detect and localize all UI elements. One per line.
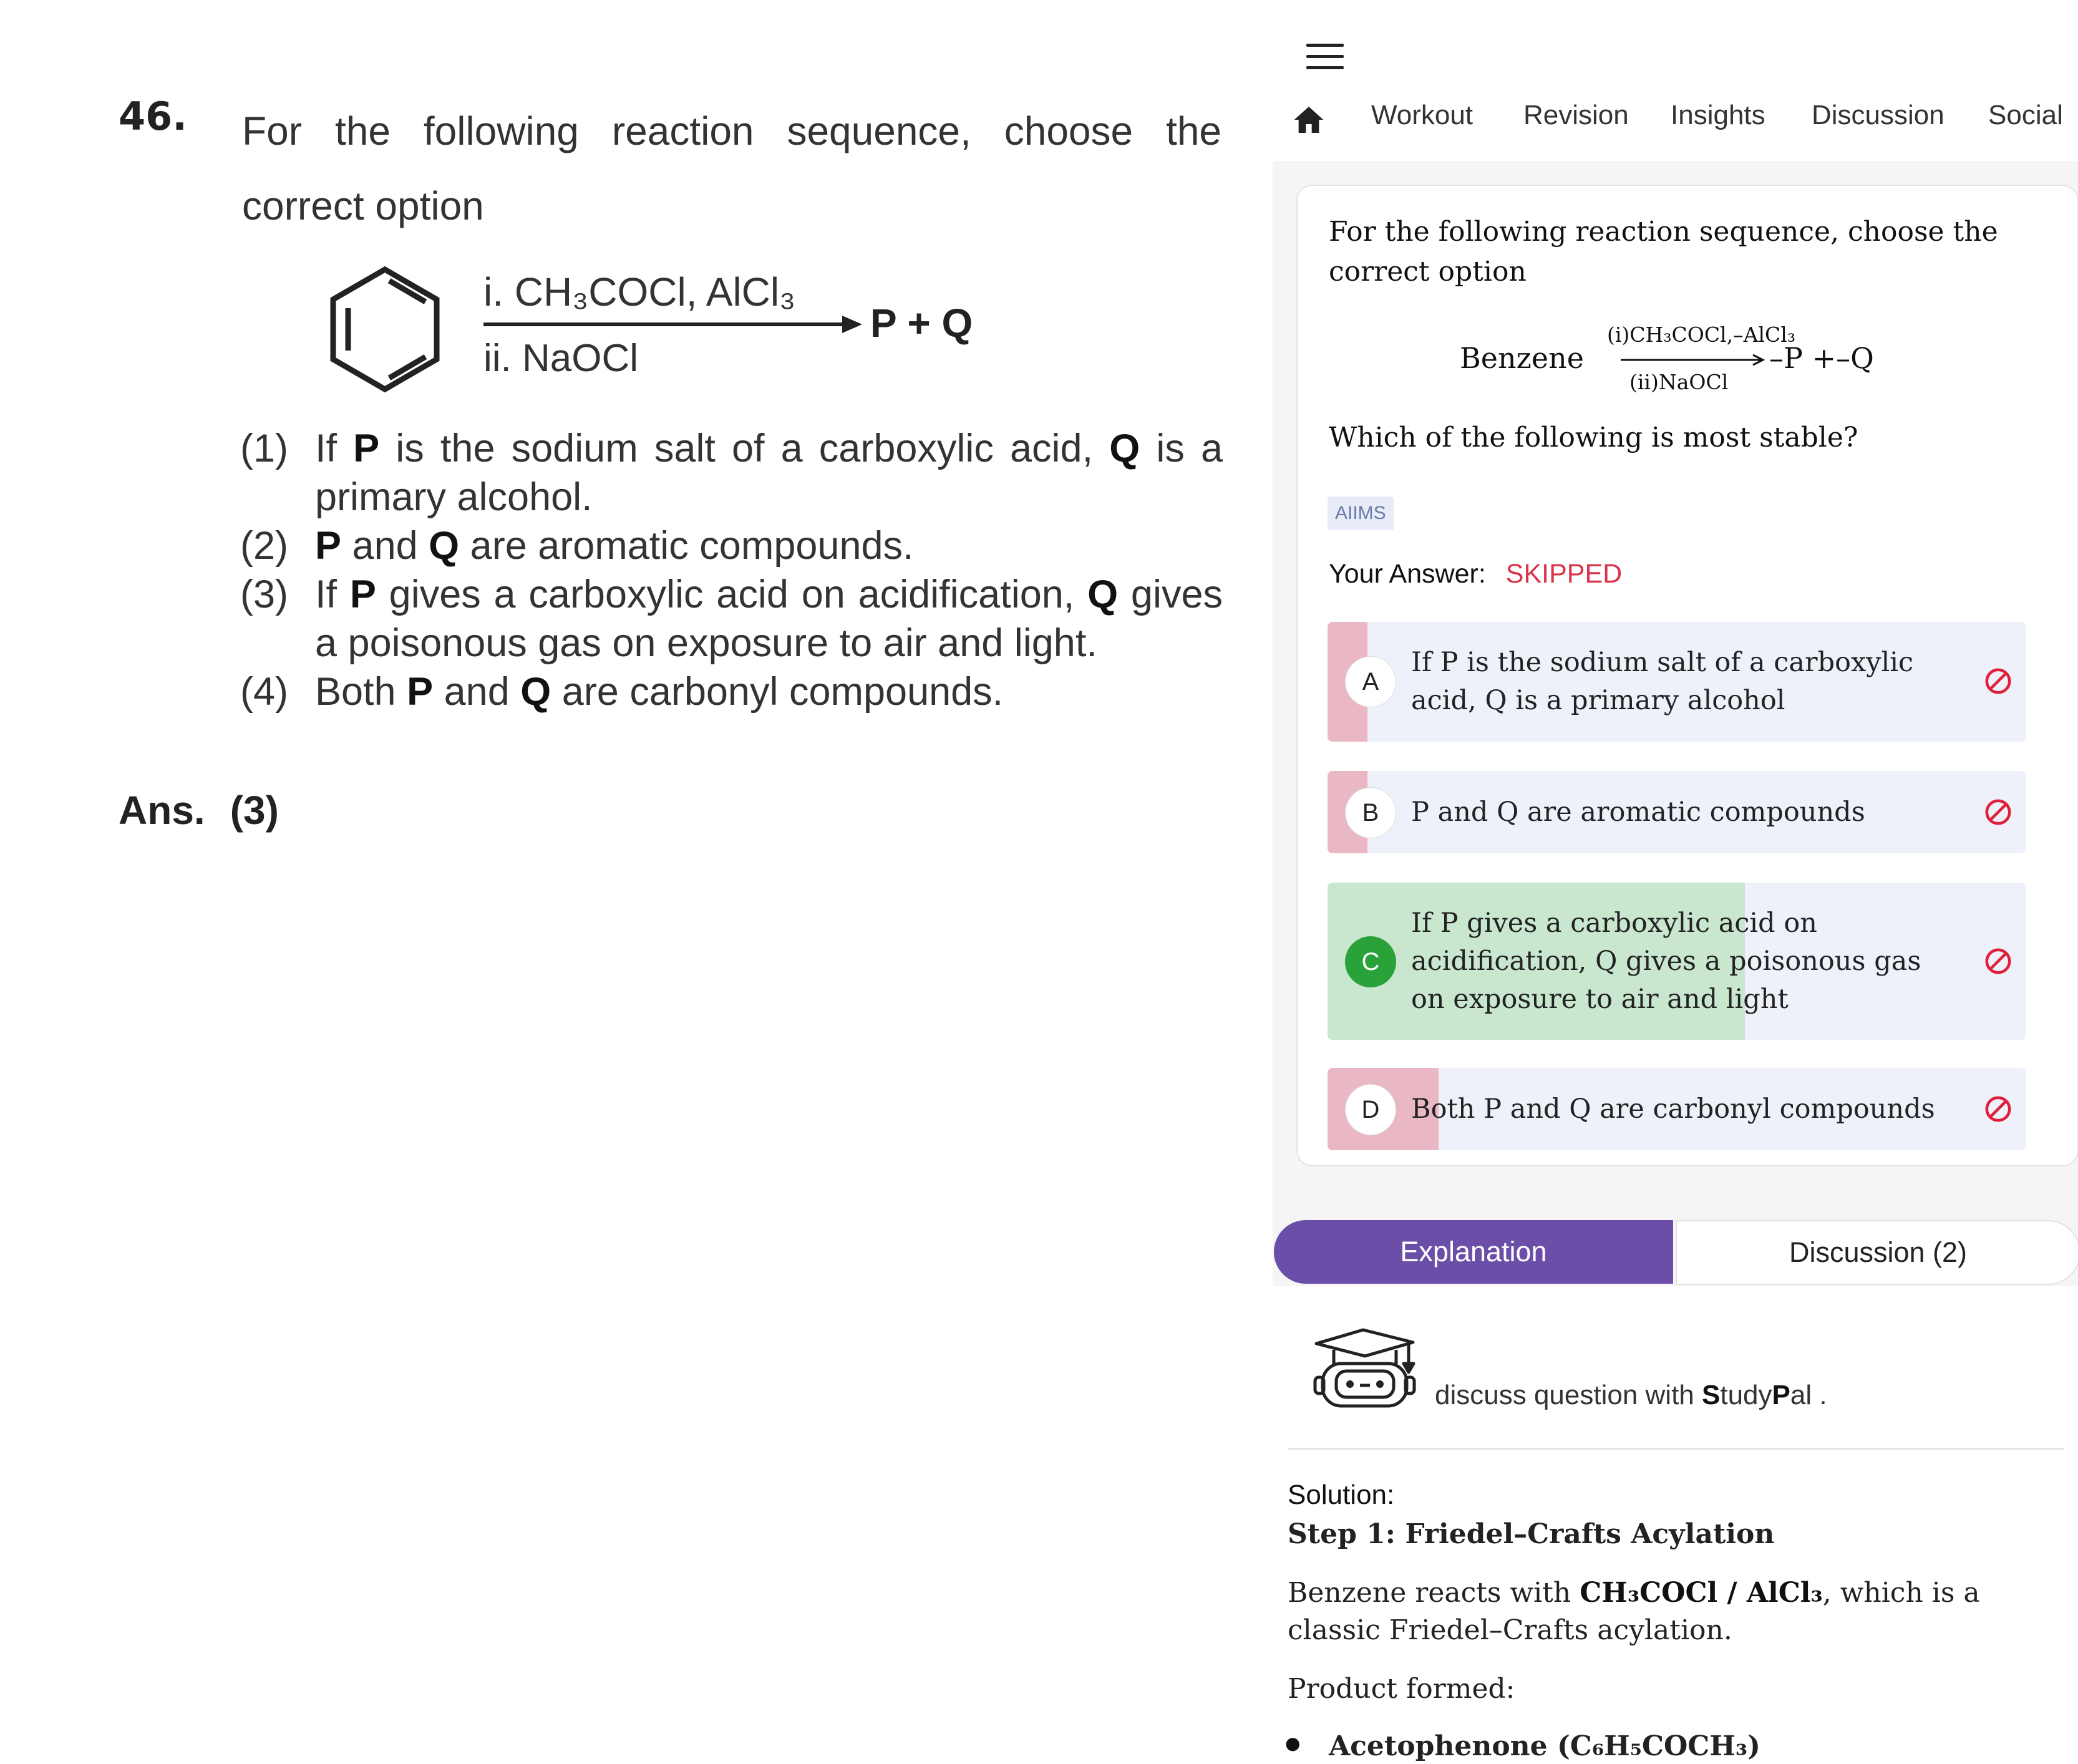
product-bullet: ● Acetophenone (C₆H₅COCH₃)	[1329, 1730, 1760, 1762]
eq-reagent-top: (i)CH₃COCl,–AlCl₃	[1607, 322, 1796, 347]
eq-reagent-bottom: (ii)NaOCl	[1629, 370, 1729, 394]
studypal-link[interactable]: discuss question with StudyPal .	[1435, 1380, 1827, 1410]
explanation-panel	[1273, 1286, 2078, 1764]
scan-reagent-2: ii. NaOCl	[483, 337, 639, 380]
reaction-equation	[1460, 312, 1959, 405]
scan-answer	[119, 787, 279, 833]
scan-option-1: (1) If P is the sodium salt of a carboxylic acid, Q is a primary alcohol.	[240, 424, 1223, 521]
option-text: P and Q are aromatic compounds	[1411, 797, 1865, 828]
nav-social[interactable]: Social	[1988, 100, 2063, 130]
scan-option-number: (4)	[240, 670, 288, 714]
question-subtext: Which of the following is most stable?	[1329, 422, 1858, 453]
option-letter: A	[1345, 656, 1396, 707]
answer-label: Ans.	[119, 788, 205, 833]
ban-icon	[1984, 798, 2012, 826]
eq-reactant: Benzene	[1460, 341, 1584, 375]
step-heading: Step 1: Friedel–Crafts Acylation	[1288, 1518, 1775, 1550]
nav-workout[interactable]: Workout	[1371, 100, 1474, 130]
option-letter: C	[1345, 936, 1396, 987]
top-navigation	[1273, 0, 2078, 161]
answer-status: SKIPPED	[1505, 559, 1623, 589]
scan-reagent-1: i. CH₃COCl, AlCl₃	[483, 269, 796, 314]
app-panel	[1273, 0, 2078, 1764]
solution-label: Solution:	[1288, 1480, 1395, 1510]
answer-value: (3)	[230, 788, 279, 833]
option-text: If P gives a carboxylic acid on acidification, Q gives a poisonous gas on exposure to air and light	[1411, 908, 1921, 1015]
explanation-tabs	[1274, 1220, 2078, 1286]
nav-insights[interactable]: Insights	[1671, 100, 1765, 130]
ban-icon	[1984, 1095, 2012, 1123]
option-a[interactable]	[1328, 622, 2026, 742]
ban-icon	[1984, 947, 2012, 976]
tab-discussion[interactable]: Discussion (2)	[1676, 1220, 2078, 1285]
option-b[interactable]	[1328, 771, 2026, 853]
scan-option-4: (4) Both P and Q are carbonyl compounds.	[240, 667, 1223, 716]
solution-paragraph: Benzene reacts with CH₃COCl / AlCl₃, which is a classic Friedel–Crafts acylation.	[1288, 1577, 1980, 1646]
option-letter: B	[1345, 787, 1396, 838]
divider	[1288, 1448, 2064, 1450]
hamburger-menu-icon[interactable]	[1306, 44, 1344, 71]
scan-option-number: (1)	[240, 427, 288, 470]
your-answer-label: Your Answer:	[1329, 559, 1486, 589]
studypal-robot-icon[interactable]	[1310, 1325, 1419, 1412]
reaction-arrowhead	[842, 316, 862, 333]
nav-revision[interactable]: Revision	[1523, 100, 1629, 130]
option-c[interactable]	[1328, 883, 2026, 1040]
option-text: If P is the sodium salt of a carboxylic acid, Q is a primary alcohol	[1411, 647, 1914, 716]
product-label: Product formed:	[1288, 1673, 1515, 1705]
tab-explanation[interactable]: Explanation	[1274, 1220, 1673, 1284]
home-icon[interactable]	[1291, 102, 1326, 137]
ban-icon	[1984, 667, 2012, 695]
option-text: Both P and Q are carbonyl compounds	[1411, 1093, 1935, 1125]
question-number: 46.	[119, 94, 187, 139]
scan-products: P + Q	[870, 301, 973, 346]
scan-options	[240, 424, 1223, 716]
scan-question-text: For the following reaction sequence, choose the correct option	[242, 109, 1221, 228]
option-letter: D	[1345, 1084, 1396, 1135]
scan-option-number: (2)	[240, 524, 288, 568]
scan-option-3: (3) If P gives a carboxylic acid on acidification, Q gives a poisonous gas on exposure to air and light.	[240, 570, 1223, 667]
option-d[interactable]	[1328, 1068, 2026, 1150]
exam-tag: AIIMS	[1328, 497, 1394, 530]
question-text: For the following reaction sequence, choose the correct option	[1329, 216, 1998, 288]
scan-option-number: (3)	[240, 573, 288, 616]
scan-option-2: (2) P and Q are aromatic compounds.	[240, 521, 1223, 570]
reaction-scheme	[318, 256, 1067, 393]
your-answer	[1329, 559, 1622, 589]
nav-discussion[interactable]: Discussion	[1812, 100, 1944, 130]
benzene-ring-icon	[333, 269, 437, 389]
eq-products: –P +–Q	[1769, 341, 1874, 375]
